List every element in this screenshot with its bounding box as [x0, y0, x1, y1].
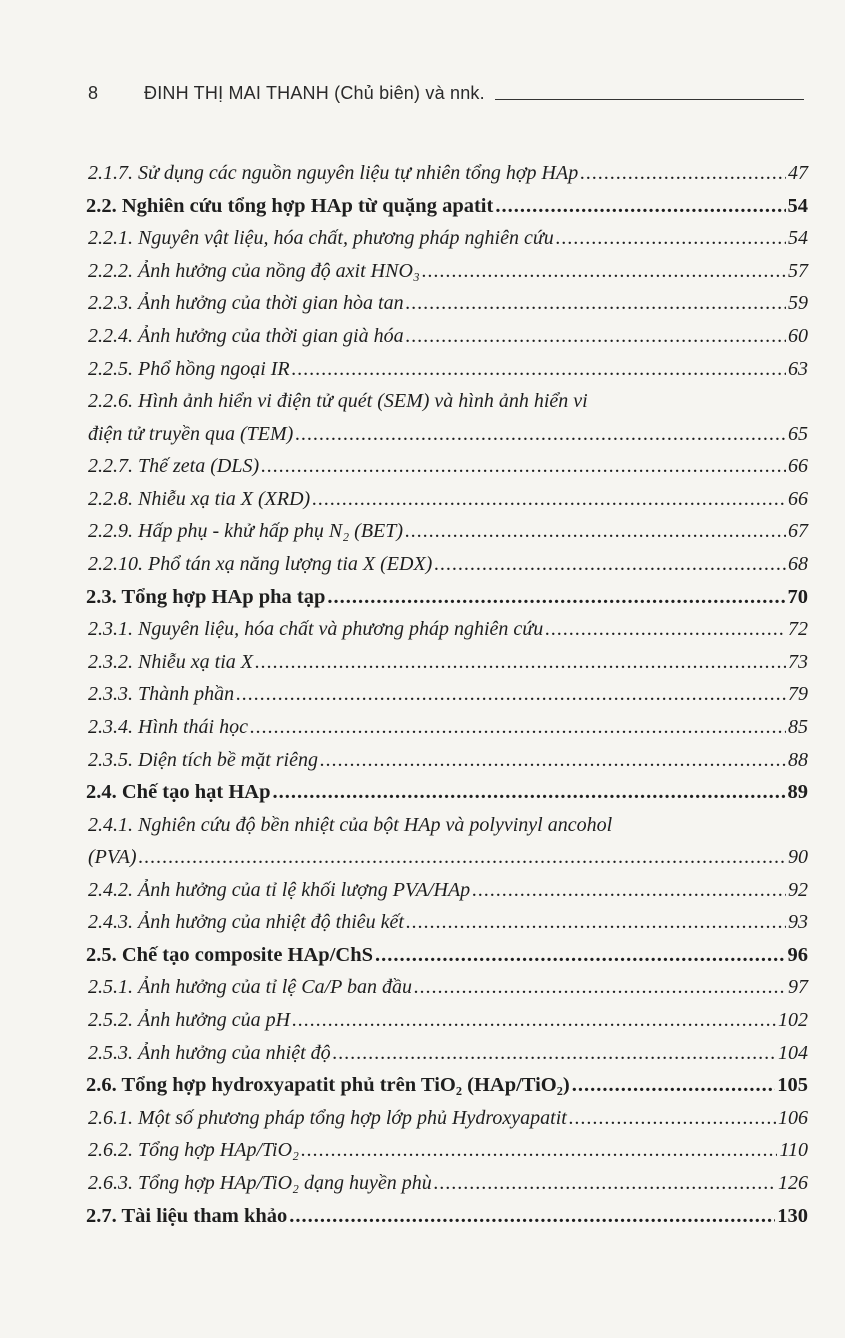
toc-leader-dots — [292, 1004, 776, 1037]
toc-entry-label: 2.3.1. Nguyên liệu, hóa chất và phương pháp nghiên cứu — [88, 618, 544, 641]
toc-entry-label: 2.6.2. Tổng hợp HAp/TiO₂ — [88, 1139, 299, 1162]
toc-subsection-entry — [86, 255, 808, 288]
toc-leader-dots — [405, 515, 786, 548]
page-number: 8 — [88, 83, 99, 103]
toc-entry-label: 2.4.2. Ảnh hưởng của tỉ lệ khối lượng PVA/HAp — [88, 878, 471, 901]
toc-leader-dots — [580, 157, 786, 190]
toc-page-number: 93 — [788, 911, 808, 934]
toc-subsection-entry — [86, 320, 808, 353]
toc-page-number: 105 — [777, 1074, 808, 1097]
toc-entry-label: 2.4.3. Ảnh hưởng của nhiệt độ thiêu kết — [88, 911, 404, 934]
toc-leader-dots — [472, 874, 786, 907]
toc-subsection-entry — [86, 809, 808, 874]
toc-leader-dots — [295, 418, 786, 451]
toc-subsection-entry — [86, 483, 808, 516]
toc-page-number: 54 — [787, 194, 808, 217]
toc-entry-label: 2.2.3. Ảnh hưởng của thời gian hòa tan — [88, 292, 404, 315]
toc-subsection-entry — [86, 711, 808, 744]
toc-leader-dots — [556, 222, 786, 255]
table-of-contents — [86, 157, 808, 1232]
toc-leader-dots — [495, 190, 785, 223]
toc-subsection-entry — [86, 678, 808, 711]
toc-page-number: 63 — [788, 357, 808, 380]
toc-page-number: 96 — [787, 943, 808, 966]
toc-entry-label: 2.5.3. Ảnh hưởng của nhiệt độ — [88, 1041, 331, 1064]
header-rule — [495, 99, 804, 100]
toc-entry-label: 2.3.3. Thành phần — [88, 683, 235, 706]
toc-entry-label-continued: điện tử truyền qua (TEM) — [88, 422, 294, 445]
toc-entry-label: 2.5.2. Ảnh hưởng của pH — [88, 1009, 291, 1032]
toc-subsection-entry — [86, 385, 808, 450]
toc-page-number: 106 — [778, 1106, 808, 1129]
toc-page-number: 57 — [788, 259, 808, 282]
toc-section-entry — [86, 1069, 808, 1102]
toc-page-number: 72 — [788, 618, 808, 641]
toc-page-number: 70 — [787, 585, 808, 608]
toc-entry-label: 2.2.1. Nguyên vật liệu, hóa chất, phương pháp nghiên cứu — [88, 227, 554, 250]
toc-leader-dots — [406, 287, 786, 320]
toc-page-number: 67 — [788, 520, 808, 543]
toc-leader-dots — [292, 353, 786, 386]
toc-entry-label: 2.4. Chế tạo hạt HAp — [86, 781, 271, 804]
toc-entry-line2 — [86, 841, 808, 874]
toc-subsection-entry — [86, 1167, 808, 1200]
toc-subsection-entry — [86, 971, 808, 1004]
toc-section-entry — [86, 190, 808, 223]
toc-subsection-entry — [86, 1134, 808, 1167]
toc-page-number: 66 — [788, 487, 808, 510]
toc-section-entry — [86, 581, 808, 614]
toc-leader-dots — [255, 646, 786, 679]
toc-page-number: 79 — [788, 683, 808, 706]
toc-subsection-entry — [86, 874, 808, 907]
toc-leader-dots — [545, 613, 786, 646]
toc-section-entry — [86, 939, 808, 972]
toc-leader-dots — [320, 744, 786, 777]
toc-entry-label: 2.1.7. Sử dụng các nguồn nguyên liệu tự nhiên tổng hợp HAp — [88, 162, 579, 184]
toc-leader-dots — [434, 1167, 776, 1200]
toc-page-number: 68 — [788, 552, 808, 575]
toc-page-number: 60 — [788, 324, 808, 347]
toc-page-number: 130 — [777, 1204, 808, 1227]
toc-subsection-entry — [86, 613, 808, 646]
toc-entry-label: 2.6. Tổng hợp hydroxyapatit phủ trên TiO₂ (HAp/TiO₂) — [86, 1074, 570, 1097]
toc-entry-label: 2.5. Chế tạo composite HAp/ChS — [86, 943, 374, 966]
toc-page-number: 104 — [778, 1041, 808, 1064]
toc-subsection-entry — [86, 222, 808, 255]
toc-page-number: 65 — [788, 422, 808, 445]
toc-leader-dots — [569, 1102, 776, 1135]
toc-leader-dots — [301, 1134, 777, 1167]
toc-subsection-entry — [86, 450, 808, 483]
toc-page-number: 102 — [778, 1009, 808, 1032]
toc-leader-dots — [261, 450, 786, 483]
toc-leader-dots — [422, 255, 786, 288]
running-header-author: ĐINH THỊ MAI THANH (Chủ biên) và nnk. — [144, 83, 485, 103]
toc-page-number: 110 — [779, 1139, 808, 1162]
toc-page-number: 85 — [788, 715, 808, 738]
toc-entry-label: 2.4.1. Nghiên cứu độ bền nhiệt của bột HAp và polyvinyl ancohol — [88, 813, 613, 836]
toc-entry-label: 2.2.8. Nhiễu xạ tia X (XRD) — [88, 487, 311, 510]
toc-subsection-entry — [86, 353, 808, 386]
toc-subsection-entry — [86, 1037, 808, 1070]
toc-entry-label: 2.2.7. Thế zeta (DLS) — [88, 455, 260, 478]
toc-subsection-entry — [86, 157, 808, 190]
toc-entry-label: 2.2.5. Phổ hồng ngoại IR — [88, 357, 290, 380]
toc-subsection-entry — [86, 646, 808, 679]
toc-leader-dots — [327, 581, 785, 614]
toc-leader-dots — [434, 548, 786, 581]
toc-leader-dots — [289, 1200, 775, 1233]
toc-subsection-entry — [86, 548, 808, 581]
toc-section-entry — [86, 1200, 808, 1233]
toc-entry-label: 2.6.1. Một số phương pháp tổng hợp lớp phủ Hydroxyapatit — [88, 1106, 567, 1129]
toc-subsection-entry — [86, 1102, 808, 1135]
toc-entry-label: 2.2.4. Ảnh hưởng của thời gian già hóa — [88, 324, 404, 347]
toc-entry-line2 — [86, 418, 808, 451]
toc-leader-dots — [139, 841, 787, 874]
toc-leader-dots — [406, 906, 786, 939]
toc-leader-dots — [273, 776, 786, 809]
toc-page-number: 73 — [788, 650, 808, 673]
running-header — [88, 78, 804, 104]
toc-entry-label: 2.3.4. Hình thái học — [88, 715, 248, 738]
toc-entry-label: 2.6.3. Tổng hợp HAp/TiO₂ dạng huyền phù — [88, 1172, 432, 1195]
toc-page-number: 90 — [788, 846, 808, 869]
toc-page-number: 92 — [788, 878, 808, 901]
toc-leader-dots — [375, 939, 785, 972]
toc-leader-dots — [406, 320, 786, 353]
toc-page-number: 126 — [778, 1172, 808, 1195]
toc-subsection-entry — [86, 287, 808, 320]
toc-subsection-entry — [86, 906, 808, 939]
toc-entry-label: 2.7. Tài liệu tham khảo — [86, 1204, 288, 1227]
toc-entry-label: 2.2. Nghiên cứu tổng hợp HAp từ quặng apatit — [86, 194, 494, 217]
toc-entry-label: 2.3. Tổng hợp HAp pha tạp — [86, 585, 326, 608]
toc-subsection-entry — [86, 1004, 808, 1037]
toc-entry-label-continued: (PVA) — [88, 846, 137, 869]
toc-entry-label: 2.3.2. Nhiễu xạ tia X — [88, 650, 253, 673]
toc-leader-dots — [236, 678, 786, 711]
toc-entry-label: 2.2.6. Hình ảnh hiển vi điện tử quét (SEM) và hình ảnh hiển vi — [88, 390, 588, 413]
toc-subsection-entry — [86, 515, 808, 548]
toc-leader-dots — [414, 971, 786, 1004]
toc-entry-label: 2.3.5. Diện tích bề mặt riêng — [88, 748, 318, 771]
toc-page-number: 47 — [788, 162, 808, 184]
toc-page-number: 89 — [787, 781, 808, 804]
toc-leader-dots — [572, 1069, 776, 1102]
toc-page-number: 66 — [788, 455, 808, 478]
toc-entry-label: 2.2.10. Phổ tán xạ năng lượng tia X (EDX) — [88, 552, 433, 575]
toc-section-entry — [86, 776, 808, 809]
toc-subsection-entry — [86, 744, 808, 777]
toc-page-number: 59 — [788, 292, 808, 315]
toc-leader-dots — [312, 483, 786, 516]
toc-leader-dots — [333, 1037, 776, 1070]
toc-entry-label: 2.2.2. Ảnh hưởng của nồng độ axit HNO₃ — [88, 259, 420, 282]
toc-page-number: 54 — [788, 227, 808, 250]
toc-page-number: 88 — [788, 748, 808, 771]
toc-page-number: 97 — [788, 976, 808, 999]
toc-entry-label: 2.5.1. Ảnh hưởng của tỉ lệ Ca/P ban đầu — [88, 976, 412, 999]
toc-leader-dots — [250, 711, 786, 744]
toc-entry-label: 2.2.9. Hấp phụ - khử hấp phụ N₂ (BET) — [88, 520, 404, 543]
